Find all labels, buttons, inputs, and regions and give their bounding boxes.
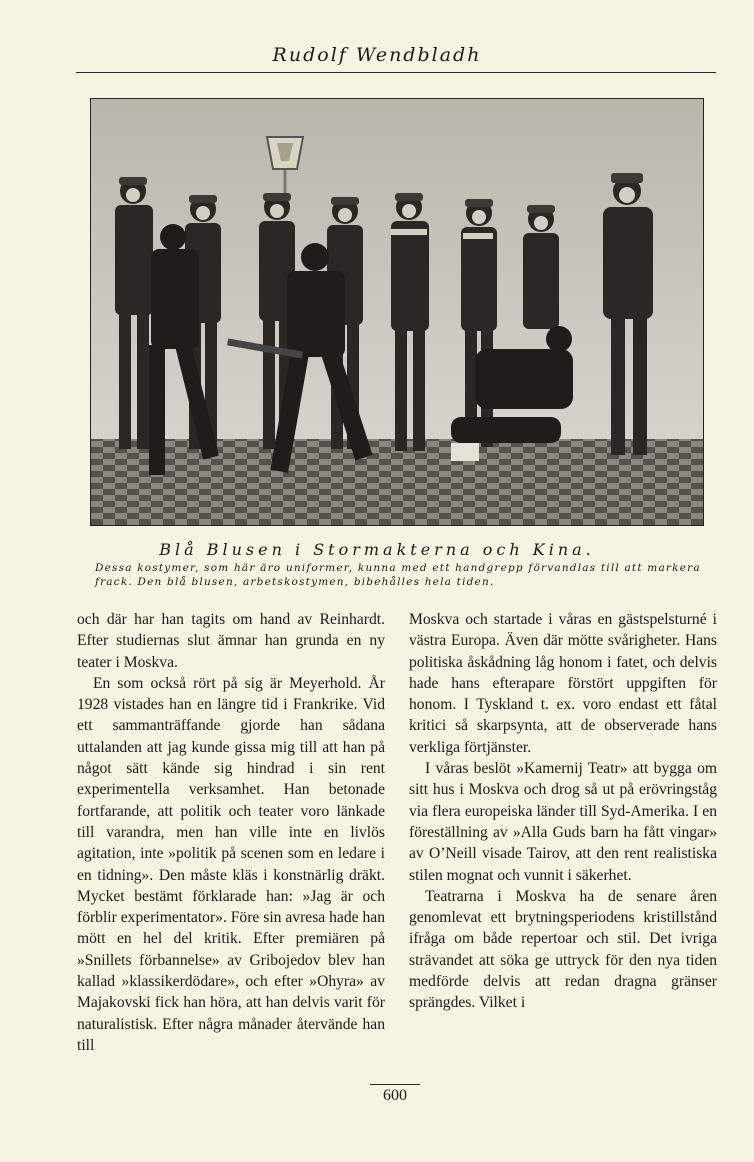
paragraph: och där har han tagits om hand av Reinhardt. Efter studiernas slut ämnar han grunda en ny teater i Moskva. — [77, 611, 385, 671]
paragraph: En som också rört på sig är Meyerhold. År 1928 vistades han en längre tid i Frankrike. Vid ett sammanträffande gjorde han sådana uttalanden att jag kunde gissa mig till att han på något sätt kände sig hindrad i sin rent experimentella verksamhet. Han betonade fortfarande, att politik och teater voro länkade till varandra, men han ville inte en livlös agitation, inte »politik på scenen som en ledare i en tidning». Den måste kläs i konstnärlig dräkt. Mycket bestämt förklarade han: »Jag är och förblir experimentator». Före sin avresa hade han mött en hel del kritik. Efter premiären på »Snillets förbannelse» av Gribojedov blev han kallad »klassikerdödare», och efter »Ohyra» av Majakovski fick han höra, att han delvis varit för naturalistisk. Efter några månader återvände han till — [77, 674, 385, 1054]
paragraph: Teatrarna i Moskva ha de senare åren genomlevat ett brytningsperiodens kristillstånd ifråga om både repertoar och stil. Det ivriga strävandet att söka ge uttryck för den nya tiden medförde delvis att redan dragna gränser sprängdes. Vilket i — [409, 887, 717, 1012]
page-number: 600 — [370, 1084, 420, 1105]
caption-text: Dessa kostymer, som här äro uniformer, kunna med ett handgrepp förvandlas till att markera frack. Den blå blusen, arbetskostymen, bibehålles hela tiden. — [95, 562, 701, 588]
right-column — [409, 609, 717, 1014]
caption-title: Blå Blusen i Stormakterna och Kina. — [159, 540, 595, 559]
paragraph: I våras beslöt »Kamernij Teatr» att bygga om sitt hus i Moskva och drog så ut på erövringståg via flera europeiska länder till Syd-Amerika. I en föreställning av »Alla Guds barn ha fått vingar» av O’Neill visade Tairov, att den rent realistiska stilen mognat och vunnit i säkerhet. — [409, 760, 717, 884]
left-column — [77, 609, 385, 1056]
header-rule — [76, 72, 716, 73]
running-head: Rudolf Wendbladh — [272, 44, 482, 66]
paragraph: Moskva och startade i våras en gästspelsturné i västra Europa. Även där mötte svårigheter. Hans politiska åskådning låg honom i fatet, och delvis hade hans efterapare förstört uppgiften för honom. I Tyskland t. ex. voro endast ett fåtal kritici så skarpsynta, att de observerade hans verkliga förtjänster. — [409, 611, 717, 756]
theatre-photograph — [90, 98, 704, 526]
